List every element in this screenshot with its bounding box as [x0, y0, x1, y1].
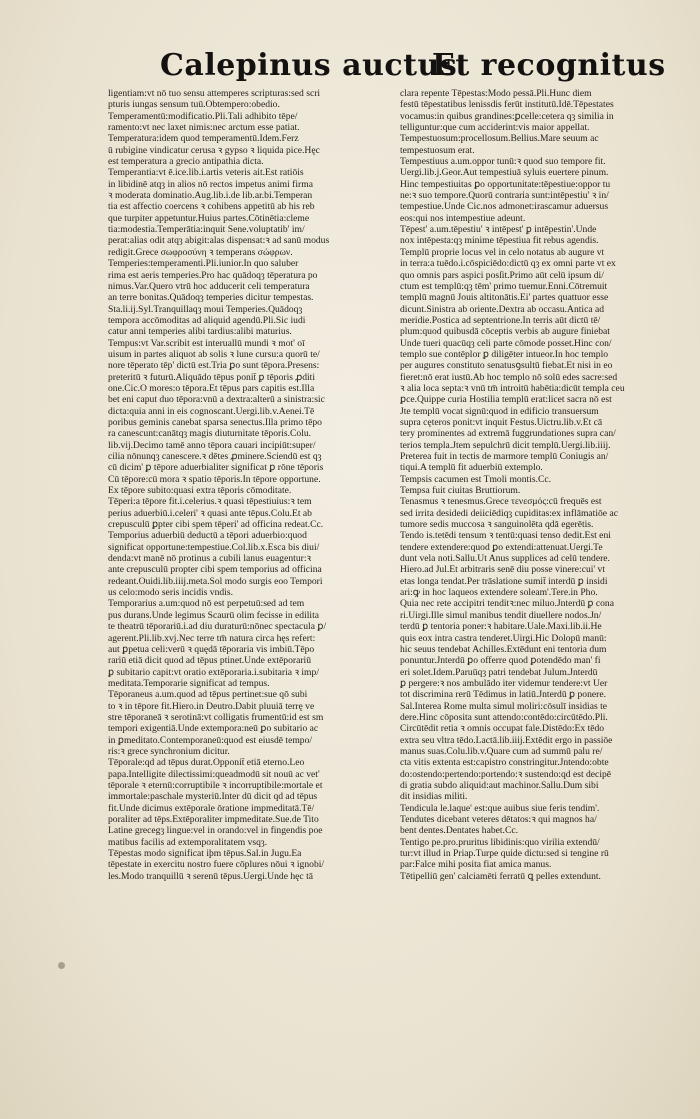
text-line: Quia nec rete accipitri tenditꝛ:nec miluo.Jnterdū ꝑ cona	[400, 598, 614, 610]
text-line: dunt vela noti.Sallu.Ut Anus supplices ad celū tendere.	[400, 553, 610, 565]
text-line: immortale:paschale mysteriū.Inter dū dicit qd ad tēpus	[108, 791, 318, 803]
text-line: denda:vt manē nō protinus a cubili lanus euagentur:ꝛ	[108, 553, 312, 565]
text-line: rariū etiā dicit quod ad tēpus ptinet.Unde extēporariū	[108, 655, 312, 667]
text-line: manus suas.Colu.lib.v.Quare cum ad summū palu re/	[400, 745, 603, 757]
text-line: in libidinē atqȝ in alios nō rectos impetus animi firma	[108, 178, 313, 190]
text-line: Temperatura:idem quod temperamentū.Idem.Ferz	[108, 133, 299, 145]
text-line: hic seuus tendebat Achilles.Extēdunt eni tentoria dum	[400, 643, 607, 655]
text-line: tia est affectio coercens ꝛ cohibens appetitū ab his reb	[108, 201, 315, 213]
text-line: meridie.Postica ad septentrione.In terris aūt dictū tē/	[400, 314, 601, 326]
text-line: ponuntur.Jnterdū ꝑo offerre quod ꝑotendēdo man' fi	[400, 655, 601, 667]
text-line: to ꝛ in tēpore fit.Hiero.in Deutro.Dabit pluuiā terrę ve	[108, 700, 315, 712]
text-line: plum:quod quibusdā cōceptis verbis ab augure finiebat	[400, 326, 610, 338]
text-line: Ex tēpore subito:quasi extra tēporis cōmoditate.	[108, 485, 292, 497]
text-line: cilia nōnunqȝ canescere.ꝛ dētes ꝓminere.Sciendū est qȝ	[108, 451, 322, 462]
text-line: ctum est templū:qȝ tēm' primo tuemur.Enni.Cōtremuit	[400, 280, 608, 292]
text-line: Sta.li.ij.Syl.Tranquillaqȝ moui Temperies.Quādoqȝ	[108, 303, 303, 315]
text-line: Temperies:temperamenti.Pli.iunior.In quo saluber	[108, 258, 299, 270]
text-line: vocamus:in quibus grandines:ꝑcelle:cetera qȝ similia in	[400, 110, 614, 122]
text-line: perat:alias odit atqȝ abigit:alas dispensat:ꝛ ad sanū modus	[108, 235, 330, 247]
text-line: ari:ꝙ in hoc laqueos extendere soleam'.Tere.in Pho.	[400, 587, 598, 599]
text-line: tur:vt illud in Priap.Turpe quide dictu:sed si tengine rū	[400, 848, 609, 860]
text-line: terios templa.Jtem sepulchrū dicit templū.Uergi.lib.iiij.	[400, 439, 611, 451]
text-line: les.Modo tranquillū ꝛ serenū tēpus.Uergi.Unde hęc tā	[108, 870, 313, 882]
text-line: tot discrimina rerū Tēdimus in latiū.Jnterdū ꝑ ponere.	[400, 689, 607, 701]
text-line: fit.Unde dicimus extēporale ōratione impmeditatā.Tē/	[108, 802, 315, 814]
text-line: Tēpestas modo significat iþm tēpus.Sal.in Jugu.Ea	[108, 848, 302, 860]
left-text-column	[108, 88, 394, 882]
text-line: Sal.Interea Rome multa simul moliri:cōsulī insidias te	[400, 700, 608, 712]
text-line: templū magnū Jouis altitonātis.Ei' partes quattuor esse	[400, 292, 609, 304]
text-line: quo omnis pars aspici posſit.Primo aūt celū ipsum di/	[400, 269, 604, 281]
text-line: Hinc tempestiuitas ꝑo opportunitate:tēpestiue:oppor tu	[400, 178, 611, 190]
text-line: tempestuosum erat.	[400, 144, 475, 156]
text-line: nore tēperato tēp' dictū est.Tria ꝑo sunt tēpora.Presens:	[108, 360, 320, 372]
text-line: tēpestate in exercitu nostro fuere cōplures nōui ꝛ ignobi/	[108, 859, 325, 871]
text-line: poribus geminis canebat sparsa senectus.Illa primo tēpo	[108, 416, 322, 428]
text-line: Tempsa fuit ciuitas Bruttiorum.	[400, 485, 521, 497]
text-line: ꝛ moderata dominatio.Aug.lib.i.de lib.ar.bi.Temperan	[108, 190, 313, 202]
text-line: nimus.Var.Quero vtrū hoc adducerit celi temperatura	[108, 280, 310, 292]
text-line: cū dicim' ꝑ tēpore aduerbialiter significat ꝑ rōne tēporis	[108, 462, 324, 474]
text-line: Tentigo pe.pro.pruritus libidinis:quo virilia extendū/	[400, 836, 600, 848]
text-line: ne:ꝛ suo tempore.Quorū contraria sunt:intēpestiu' ꝛ in/	[400, 190, 609, 202]
text-line: Tētipelliū gen' calciamēti ferratū ꝗ pelles extendunt.	[400, 870, 601, 882]
running-head-left: Calepinus auctus	[160, 48, 458, 83]
text-line: poraliter ad tēps.Extēporaliter impmeditate.Sue.de Tito	[108, 814, 319, 825]
text-line: Latine grecegȝ lingue:vel in orando:vel in fingendis poe	[108, 825, 323, 837]
text-line: te theatrū tēporariū.i.ad diu duraturū:nōnec spectacula ꝑ/	[108, 621, 327, 633]
text-line: ꝑce.Quippe curia Hostilia templū erat:licet sacra nō est	[400, 394, 612, 406]
text-line: perius aduerbiū.i.celeri' ꝛ quasi ante tēpus.Colu.Et ab	[108, 507, 312, 519]
text-line: templo sue contēplor ꝑ diligēter intueor.In hoc templo	[400, 348, 609, 360]
text-line: ꝛ alia loca septa:ꝛ vnū tm̄ introitū habētia:dicūt templa ceu	[400, 382, 625, 394]
text-line: stre tēporaneā ꝛ serotinā:vt colligatis frumentū:id est sm	[108, 711, 324, 723]
text-line: sed irrita desidedi deiiciēdiqȝ cupiditas:ex inflāmatiōe ac	[400, 507, 618, 519]
text-line: Hiero.ad Jul.Et arbitraris senē diu posse vinere:cui' vt	[400, 564, 606, 576]
text-line: redeant.Ouidi.lib.iiij.meta.Sol modo surgis eoo Tempori	[108, 575, 323, 587]
text-line: Cū tēpore:cū mora ꝛ spatio tēporis.In tēpore opportune.	[108, 473, 321, 485]
text-line: Uergi.lib.j.Geor.Aut tempestiuā syluis euertere pinum.	[400, 167, 609, 179]
text-line: Tēperi:a tēpore fit.i.celerius.ꝛ quasi tēpestiuius:ꝛ tem	[108, 496, 312, 508]
text-line: pturis iungas sensum tuū.Obtempero:obedio.	[108, 99, 280, 111]
text-line: Temporius aduerbiū deductū a tēpori aduerbio:quod	[108, 530, 307, 542]
text-line: Preterea fuit in tectis de marmore templū Coniugis an/	[400, 451, 609, 462]
text-line: dicta:quia anni in eis cognoscant.Uergi.lib.v.Aenei.Tē	[108, 405, 315, 417]
text-line: eri solet.Idem.Paruūqȝ patri tendebat Julum.Jnterdū	[400, 666, 598, 678]
text-line: Tendicula le.laque' est:que auibus siue feris tendim'.	[400, 802, 600, 814]
text-line: ꝑ pergere:ꝛ nos ambulādo iter videmur tendere:vt Uer	[400, 677, 608, 689]
text-line: ū rubigine vindicatur cerusa ꝛ gypso ꝛ liquida pice.Hęc	[108, 144, 320, 156]
text-line: agerent.Pli.lib.xvj.Nec terre tm̄ natura circa hęs refert:	[108, 632, 316, 644]
text-line: Tēporale:qd ad tēpus durat.Opponit̄ etiā eterno.Leo	[108, 757, 305, 769]
text-line: tempora accōmoditas ad aliquid agendū.Pli.Sic iudi	[108, 314, 306, 326]
text-line: an terre bonitas.Quādoqȝ temperies dicitur tempestas.	[108, 292, 314, 304]
text-line: rima est aeris temperies.Pro hac quādoqȝ tēperatura po	[108, 269, 318, 281]
text-line: tempestiue.Unde Cic.nos admonet:irascamur aduersus	[400, 201, 609, 213]
text-line: pus durans.Unde legimus Scaurū olim fecisse in edilita	[108, 609, 320, 621]
text-line: Unde tueri quacūqȝ celi parte cōmode posset.Hinc con/	[400, 337, 612, 349]
text-line: que turpiter appetuntur.Huius partes.Cōtinētia:cleme	[108, 212, 310, 224]
text-line: supra cęteros ponit:vt inquit Festus.Uictru.lib.v.Et cā	[400, 416, 603, 428]
text-line: tendere extendere:quod ꝑo extendi:attenuat.Uergi.Te	[400, 541, 603, 553]
text-line: Tendo is.tetēdi tensum ꝛ tentū:quasi tenso dedit.Est eni	[400, 530, 611, 542]
text-line: Jte templū vocat signū:quod in edificio transuersum	[400, 405, 599, 417]
text-line: terdū ꝑ tentoria poner:ꝛ habitare.Uale.Maxi.lib.ii.He	[400, 621, 602, 633]
text-line: preteritū ꝛ futurū.Aliquādo tēpus ponit̄ ꝑ tēporis ꝓditi	[108, 371, 316, 383]
text-line: nox intēpesta:qȝ minime tēpestiua fit rebus agendis.	[400, 235, 599, 247]
text-line: Circūtēdit retia ꝛ omnis occupat fale.Distēdo:Ex tēdo	[400, 723, 605, 735]
text-line: matibus facilis ad extemporalitatem vsqȝ.	[108, 836, 268, 848]
text-line: tery prominentes ad extremā fuggrundationes supra can/	[400, 428, 616, 440]
text-line: Temperamentū:modificatio.Pli.Tali adhibito tēpe/	[108, 110, 298, 122]
text-line: ri.Uirgi.Ille simul manibus tendit diuellere nodos.Jn/	[400, 609, 602, 621]
text-line: catur anni temperies alibi tardius:alibi maturius.	[108, 326, 292, 338]
text-line: ligentiam:vt nō tuo sensu attemperes scripturas:sed scri	[108, 88, 321, 99]
text-line: uisum in partes aliquot ab solis ꝛ lune cursu:a quorū te/	[108, 348, 320, 360]
text-line: tumore sedis muccosa ꝛ sanguinolēta qdā egerētis.	[400, 519, 594, 531]
text-line: fieret:nō erat iustū.Ab hoc templo nō solū edes sacre:sed	[400, 371, 618, 383]
text-line: Tempestiuus a.um.oppor tunū:ꝛ quod suo tempore fit.	[400, 156, 606, 168]
text-line: etas longa tendat.Per trāslatione sumit̄ interdū ꝑ insidi	[400, 575, 608, 587]
text-line: significat opportune:tempestiue.Col.lib.x.Esca bis diui/	[108, 541, 320, 553]
text-line: ris:ꝛ grece synchronium dicitur.	[108, 745, 230, 757]
text-line: tiqui.A templū fit aduerbiū extemplo.	[400, 462, 543, 474]
text-line: dicunt.Sinistra ab oriente.Dextra ab occasu.Antica ad	[400, 303, 605, 315]
text-line: aut ꝑpetua celi:verū ꝛ quędā tēporaria vis imbiū.Tēpo	[108, 643, 315, 655]
paper-hole-mark	[58, 962, 65, 969]
text-line: ra canescunt:canātqȝ magis diuturnitate tēporis.Colu.	[108, 428, 312, 440]
text-line: tia:modestia.Temperātia:inquit Sene.voluptatib' im/	[108, 224, 305, 236]
text-line: di gratia subdo aliquid:aut machinor.Sallu.Dum sibi	[400, 779, 599, 791]
text-line: Tēporaneus a.um.quod ad tēpus pertinet:sue qō subi	[108, 689, 308, 701]
text-line: dere.Hinc cōposita sunt attendo:contēdo:circūtēdo.Pli.	[400, 711, 608, 723]
text-line: clara repente Tēpestas:Modo pessā.Pli.Hunc diem	[400, 88, 592, 99]
text-line: Tempestuosum:procellosum.Bellius.Mare seuum ac	[400, 133, 599, 145]
text-line: Tempus:vt Var.scribit est interuallū mundi ꝛ mot' oī	[108, 337, 305, 349]
text-line: in ꝑmeditato.Contemporaneū:quod est eiusdē tempo/	[108, 734, 313, 746]
text-line: tēporale ꝛ eternū:corruptibile ꝛ incorruptibile:mortale et	[108, 779, 323, 791]
text-line: lib.vij.Decimo tamē anno tēpora cauari incipiūt:super/	[108, 439, 316, 451]
text-line: bet eni caput duo tēpora:vnū a dextra:alterū a sinistra:sic	[108, 394, 325, 406]
text-line: telliguntur:que cum acciderint:vis maior appellat.	[400, 122, 590, 134]
text-line: Temporarius a.um:quod nō est perpetuū:sed ad tem	[108, 598, 305, 610]
text-line: Tempsis cacumen est Tmoli montis.Cc.	[400, 473, 552, 485]
text-line: par:Falce mihi posita fiat amica manus.	[400, 859, 552, 871]
text-line: Tēpest' a.um.tēpestiu' ꝛ intēpest' ꝑ intēpestin'.Unde	[400, 224, 597, 236]
text-line: festū tēpestatibus lenissdis ferūt institutū.Idē.Tēpestates	[400, 99, 614, 111]
text-line: Templū proprie locus vel in celo notatus ab augure vt	[400, 246, 605, 258]
text-line: ꝑ subitario capit:vt oratio extēporaria.i.subitaria ꝛ imp/	[108, 666, 319, 678]
text-line: cta vitis extenta est:capistro constringitur.Jntendo:obte	[400, 757, 609, 769]
text-line: meditata.Temporarie significat ad tempus.	[108, 677, 270, 689]
text-line: do:ostendo:pertendo:portendo:ꝛ sustendo:qd est decipē	[400, 768, 612, 780]
text-line: per augures constituto senatusꝯsultū fiebat.Et nisi in eo	[400, 360, 613, 372]
text-line: bent dentes.Dentates habet.Cc.	[400, 825, 519, 837]
text-line: eos:qui nos intempestiue adeunt.	[400, 212, 526, 224]
text-line: ramento:vt nec laxet nimis:nec arctum esse patiat.	[108, 122, 300, 134]
text-line: Temperantia:vt ē.ice.lib.i.artis veteris ait.Est ratiōis	[108, 167, 304, 179]
text-line: est temperatura a grecio antipathia dicta.	[108, 156, 264, 168]
right-text-column	[400, 88, 686, 882]
text-line: ante crepusculū propter cibi spem temporius ad officina	[108, 564, 322, 576]
running-head-right: Et recognitus	[432, 48, 666, 83]
text-line: quis eox intra castra tenderet.Uirgi.Hic Dolopū manū:	[400, 632, 607, 644]
text-line: papa.Intelligite dilectissimi:queadmodū sit nouū ac vet'	[108, 768, 320, 780]
text-line: tempori exigentiā.Unde extempora:neū ꝑo subitario ac	[108, 723, 319, 735]
text-line: extra seu vltra tēdo.Lactā.lib.iiij.Extēdit ergo in passiōe	[400, 734, 613, 746]
text-line: Tenasmus ꝛ tenesmus.Grece τενεσμός:cū frequēs est	[400, 496, 602, 508]
text-line: us celo:modo seris incidis vndis.	[108, 587, 233, 599]
text-line: crepusculū ꝑpter cibi spem tēperi' ad officina redeat.Cc.	[108, 519, 324, 531]
text-line: dit insidias militi.	[400, 791, 468, 803]
text-line: Tendutes dicebant veteres dētatos:ꝛ qui magnos ha/	[400, 814, 597, 825]
text-line: redigit.Grece σωφροσύνη ꝛ temperans σώφρων.	[108, 246, 293, 258]
text-line: in terra:a tuēdo.i.cōspiciēdo:dictū qȝ ex omni parte vt ex	[400, 258, 616, 270]
text-line: one.Cic.O mores:o tēpora.Et tēpus pars capitis est.Illa	[108, 382, 315, 394]
